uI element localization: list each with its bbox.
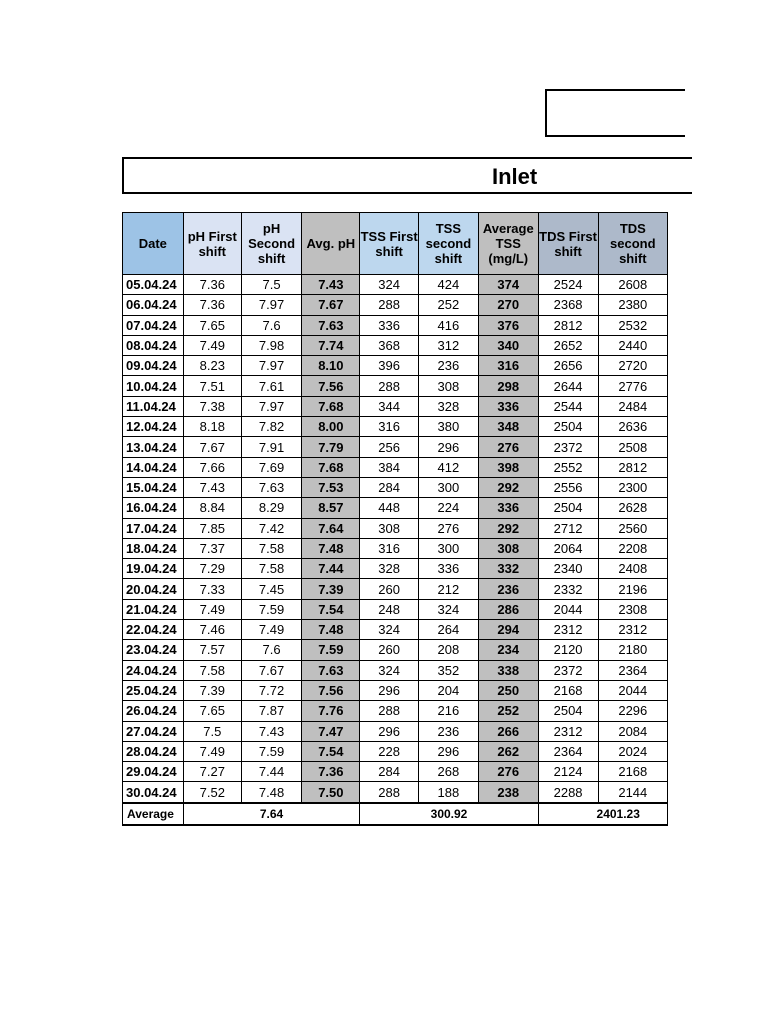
cell-tds-second: 2560: [598, 518, 667, 538]
cell-tds-first: 2064: [538, 538, 598, 558]
table-row: [123, 518, 668, 538]
cell-tds-first: 2644: [538, 376, 598, 396]
cell-date: 28.04.24: [123, 741, 184, 761]
cell-avg-tss: 332: [478, 559, 538, 579]
cell-tds-second: 2144: [598, 782, 667, 803]
cell-avg-ph: 7.44: [302, 559, 360, 579]
cell-tds-first: 2312: [538, 721, 598, 741]
cell-tds-second: 2196: [598, 579, 667, 599]
cell-tds-first: 2544: [538, 396, 598, 416]
cell-avg-ph: 7.47: [302, 721, 360, 741]
cell-ph-first: 7.39: [183, 680, 241, 700]
table-row: [123, 356, 668, 376]
cell-avg-ph: 7.50: [302, 782, 360, 803]
cell-ph-first: 8.84: [183, 498, 241, 518]
cell-avg-tss: 336: [478, 396, 538, 416]
cell-ph-first: 7.66: [183, 457, 241, 477]
cell-tss-second: 252: [418, 295, 478, 315]
col-header-tss-first: TSS First shift: [360, 213, 418, 275]
cell-avg-ph: 7.68: [302, 396, 360, 416]
cell-tds-first: 2524: [538, 275, 598, 295]
cell-tds-first: 2044: [538, 599, 598, 619]
table-row: [123, 295, 668, 315]
cell-tss-first: 344: [360, 396, 418, 416]
cell-avg-tss: 292: [478, 518, 538, 538]
cell-avg-ph: 7.79: [302, 437, 360, 457]
cell-ph-first: 7.37: [183, 538, 241, 558]
cell-avg-ph: 7.67: [302, 295, 360, 315]
cell-avg-tss: 292: [478, 477, 538, 497]
table-row: [123, 417, 668, 437]
cell-tds-first: 2288: [538, 782, 598, 803]
cell-date: 14.04.24: [123, 457, 184, 477]
cell-date: 17.04.24: [123, 518, 184, 538]
cell-ph-second: 7.5: [241, 275, 301, 295]
cell-avg-tss: 374: [478, 275, 538, 295]
cell-ph-second: 7.48: [241, 782, 301, 803]
cell-avg-ph: 7.74: [302, 335, 360, 355]
table-row: [123, 721, 668, 741]
cell-date: 09.04.24: [123, 356, 184, 376]
cell-tds-second: 2044: [598, 680, 667, 700]
cell-tss-first: 308: [360, 518, 418, 538]
cell-ph-second: 7.97: [241, 295, 301, 315]
average-label: Average: [123, 803, 184, 825]
sheet-title: Inlet: [492, 164, 538, 189]
cell-ph-second: 7.67: [241, 660, 301, 680]
cell-ph-first: 7.27: [183, 762, 241, 782]
table-row: [123, 477, 668, 497]
cell-avg-ph: 8.10: [302, 356, 360, 376]
cell-avg-tss: 252: [478, 701, 538, 721]
cell-ph-second: 7.58: [241, 559, 301, 579]
cell-tds-first: 2656: [538, 356, 598, 376]
cell-date: 24.04.24: [123, 660, 184, 680]
cell-avg-ph: 7.54: [302, 599, 360, 619]
cell-avg-ph: 7.43: [302, 275, 360, 295]
col-header-tds-second: TDS second shift: [598, 213, 667, 275]
table-row: [123, 538, 668, 558]
cell-tss-second: 276: [418, 518, 478, 538]
cell-avg-ph: 7.59: [302, 640, 360, 660]
cell-tss-second: 416: [418, 315, 478, 335]
cell-ph-second: 7.87: [241, 701, 301, 721]
header-box: [545, 89, 685, 137]
cell-tss-second: 300: [418, 477, 478, 497]
cell-tss-first: 260: [360, 579, 418, 599]
cell-avg-ph: 7.56: [302, 376, 360, 396]
cell-tss-second: 300: [418, 538, 478, 558]
cell-tds-second: 2628: [598, 498, 667, 518]
cell-tss-first: 228: [360, 741, 418, 761]
table-row: [123, 437, 668, 457]
cell-date: 19.04.24: [123, 559, 184, 579]
cell-ph-second: 7.91: [241, 437, 301, 457]
cell-tss-second: 264: [418, 620, 478, 640]
cell-ph-first: 7.36: [183, 275, 241, 295]
cell-avg-tss: 398: [478, 457, 538, 477]
cell-tss-first: 296: [360, 721, 418, 741]
table-viewport: [122, 212, 668, 832]
cell-avg-tss: 266: [478, 721, 538, 741]
cell-ph-second: 7.82: [241, 417, 301, 437]
cell-avg-ph: 8.00: [302, 417, 360, 437]
table-row: [123, 579, 668, 599]
cell-tss-first: 336: [360, 315, 418, 335]
cell-tds-second: 2180: [598, 640, 667, 660]
table-row: [123, 762, 668, 782]
cell-tss-second: 268: [418, 762, 478, 782]
cell-avg-tss: 338: [478, 660, 538, 680]
cell-avg-ph: 7.53: [302, 477, 360, 497]
cell-avg-ph: 7.36: [302, 762, 360, 782]
cell-tss-second: 212: [418, 579, 478, 599]
cell-tss-second: 296: [418, 437, 478, 457]
cell-avg-ph: 7.54: [302, 741, 360, 761]
cell-tds-second: 2720: [598, 356, 667, 376]
col-header-avg-ph: Avg. pH: [302, 213, 360, 275]
table-row: [123, 457, 668, 477]
title-bar: [122, 157, 692, 194]
cell-ph-second: 8.29: [241, 498, 301, 518]
cell-avg-tss: 276: [478, 762, 538, 782]
cell-ph-first: 7.85: [183, 518, 241, 538]
cell-tds-second: 2380: [598, 295, 667, 315]
cell-ph-first: 7.67: [183, 437, 241, 457]
cell-tss-second: 296: [418, 741, 478, 761]
cell-tss-first: 396: [360, 356, 418, 376]
cell-tss-second: 216: [418, 701, 478, 721]
cell-ph-first: 7.46: [183, 620, 241, 640]
table-row: [123, 660, 668, 680]
cell-avg-tss: 340: [478, 335, 538, 355]
cell-tss-second: 328: [418, 396, 478, 416]
cell-tds-second: 2608: [598, 275, 667, 295]
cell-date: 08.04.24: [123, 335, 184, 355]
cell-tss-first: 448: [360, 498, 418, 518]
cell-avg-tss: 348: [478, 417, 538, 437]
cell-tds-first: 2124: [538, 762, 598, 782]
cell-ph-second: 7.59: [241, 599, 301, 619]
cell-tds-second: 2208: [598, 538, 667, 558]
cell-date: 18.04.24: [123, 538, 184, 558]
cell-tds-first: 2812: [538, 315, 598, 335]
col-header-ph-second: pH Second shift: [241, 213, 301, 275]
cell-ph-first: 7.38: [183, 396, 241, 416]
table-row: [123, 680, 668, 700]
cell-tss-second: 336: [418, 559, 478, 579]
col-header-avg-tss: Average TSS (mg/L): [478, 213, 538, 275]
cell-ph-second: 7.44: [241, 762, 301, 782]
cell-avg-ph: 7.63: [302, 660, 360, 680]
cell-tss-first: 284: [360, 477, 418, 497]
cell-ph-first: 7.65: [183, 701, 241, 721]
cell-ph-first: 7.65: [183, 315, 241, 335]
cell-tds-second: 2308: [598, 599, 667, 619]
cell-tds-first: 2368: [538, 295, 598, 315]
table-row: [123, 275, 668, 295]
cell-tss-first: 288: [360, 376, 418, 396]
cell-ph-second: 7.45: [241, 579, 301, 599]
col-header-date: Date: [123, 213, 184, 275]
cell-tss-first: 288: [360, 782, 418, 803]
cell-ph-first: 7.5: [183, 721, 241, 741]
cell-tds-second: 2532: [598, 315, 667, 335]
cell-tds-first: 2340: [538, 559, 598, 579]
cell-tss-first: 324: [360, 620, 418, 640]
cell-ph-second: 7.97: [241, 396, 301, 416]
cell-tds-first: 2652: [538, 335, 598, 355]
cell-ph-first: 7.49: [183, 741, 241, 761]
cell-tss-first: 328: [360, 559, 418, 579]
header-row: [123, 213, 668, 275]
cell-tds-second: 2508: [598, 437, 667, 457]
cell-avg-tss: 298: [478, 376, 538, 396]
cell-avg-ph: 7.48: [302, 620, 360, 640]
cell-ph-first: 8.23: [183, 356, 241, 376]
table-row: [123, 335, 668, 355]
table-row: [123, 640, 668, 660]
cell-ph-first: 7.49: [183, 335, 241, 355]
cell-tds-first: 2504: [538, 417, 598, 437]
cell-tss-second: 236: [418, 356, 478, 376]
table-row: [123, 315, 668, 335]
cell-tds-first: 2332: [538, 579, 598, 599]
cell-avg-tss: 234: [478, 640, 538, 660]
cell-tss-first: 248: [360, 599, 418, 619]
cell-ph-second: 7.59: [241, 741, 301, 761]
table-row: [123, 559, 668, 579]
average-tss-value: 300.92: [360, 803, 538, 825]
cell-tds-second: 2300: [598, 477, 667, 497]
cell-avg-tss: 316: [478, 356, 538, 376]
cell-date: 21.04.24: [123, 599, 184, 619]
cell-tss-second: 208: [418, 640, 478, 660]
cell-date: 12.04.24: [123, 417, 184, 437]
cell-avg-ph: 7.63: [302, 315, 360, 335]
cell-ph-second: 7.43: [241, 721, 301, 741]
cell-tds-first: 2552: [538, 457, 598, 477]
cell-tds-second: 2296: [598, 701, 667, 721]
cell-date: 25.04.24: [123, 680, 184, 700]
cell-ph-second: 7.69: [241, 457, 301, 477]
cell-avg-tss: 270: [478, 295, 538, 315]
table-row: [123, 498, 668, 518]
average-ph-value: 7.64: [183, 803, 360, 825]
cell-tss-second: 236: [418, 721, 478, 741]
cell-tss-second: 312: [418, 335, 478, 355]
cell-tds-second: 2024: [598, 741, 667, 761]
cell-date: 20.04.24: [123, 579, 184, 599]
cell-avg-tss: 294: [478, 620, 538, 640]
cell-tds-second: 2776: [598, 376, 667, 396]
cell-date: 10.04.24: [123, 376, 184, 396]
cell-ph-second: 7.6: [241, 315, 301, 335]
cell-tss-first: 256: [360, 437, 418, 457]
cell-ph-first: 7.36: [183, 295, 241, 315]
cell-tds-first: 2312: [538, 620, 598, 640]
cell-tds-second: 2084: [598, 721, 667, 741]
cell-tss-second: 352: [418, 660, 478, 680]
cell-avg-tss: 276: [478, 437, 538, 457]
cell-date: 05.04.24: [123, 275, 184, 295]
cell-tss-first: 288: [360, 295, 418, 315]
cell-avg-ph: 7.68: [302, 457, 360, 477]
cell-date: 29.04.24: [123, 762, 184, 782]
cell-ph-second: 7.97: [241, 356, 301, 376]
cell-date: 23.04.24: [123, 640, 184, 660]
table-row: [123, 741, 668, 761]
cell-tss-second: 188: [418, 782, 478, 803]
cell-ph-first: 7.29: [183, 559, 241, 579]
cell-tds-second: 2364: [598, 660, 667, 680]
cell-avg-tss: 308: [478, 538, 538, 558]
cell-ph-first: 7.49: [183, 599, 241, 619]
cell-avg-tss: 238: [478, 782, 538, 803]
cell-date: 13.04.24: [123, 437, 184, 457]
cell-avg-tss: 336: [478, 498, 538, 518]
cell-tds-first: 2372: [538, 437, 598, 457]
cell-ph-second: 7.61: [241, 376, 301, 396]
cell-ph-second: 7.58: [241, 538, 301, 558]
cell-tss-first: 284: [360, 762, 418, 782]
cell-ph-first: 8.18: [183, 417, 241, 437]
cell-ph-first: 7.52: [183, 782, 241, 803]
cell-date: 22.04.24: [123, 620, 184, 640]
cell-date: 11.04.24: [123, 396, 184, 416]
cell-date: 15.04.24: [123, 477, 184, 497]
cell-tds-first: 2168: [538, 680, 598, 700]
cell-tds-second: 2168: [598, 762, 667, 782]
cell-date: 16.04.24: [123, 498, 184, 518]
cell-tds-second: 2408: [598, 559, 667, 579]
table-row: [123, 782, 668, 803]
cell-tss-first: 296: [360, 680, 418, 700]
cell-ph-first: 7.58: [183, 660, 241, 680]
cell-tds-second: 2812: [598, 457, 667, 477]
table-row: [123, 599, 668, 619]
col-header-ph-first: pH First shift: [183, 213, 241, 275]
cell-avg-tss: 236: [478, 579, 538, 599]
cell-tss-second: 224: [418, 498, 478, 518]
data-table: [122, 212, 668, 826]
table-row: [123, 396, 668, 416]
cell-avg-ph: 7.76: [302, 701, 360, 721]
cell-tds-second: 2484: [598, 396, 667, 416]
cell-tds-first: 2120: [538, 640, 598, 660]
cell-ph-second: 7.63: [241, 477, 301, 497]
cell-avg-tss: 262: [478, 741, 538, 761]
cell-tss-first: 384: [360, 457, 418, 477]
cell-ph-second: 7.98: [241, 335, 301, 355]
cell-ph-first: 7.57: [183, 640, 241, 660]
cell-date: 30.04.24: [123, 782, 184, 803]
cell-tss-second: 412: [418, 457, 478, 477]
cell-date: 07.04.24: [123, 315, 184, 335]
cell-ph-first: 7.33: [183, 579, 241, 599]
cell-tds-first: 2504: [538, 701, 598, 721]
cell-tss-first: 368: [360, 335, 418, 355]
table-row: [123, 701, 668, 721]
cell-tss-first: 324: [360, 660, 418, 680]
cell-tds-first: 2712: [538, 518, 598, 538]
cell-tss-second: 424: [418, 275, 478, 295]
table-row: [123, 620, 668, 640]
cell-date: 06.04.24: [123, 295, 184, 315]
average-row: [123, 803, 668, 825]
cell-tss-second: 324: [418, 599, 478, 619]
cell-ph-second: 7.42: [241, 518, 301, 538]
cell-tss-first: 324: [360, 275, 418, 295]
col-header-tds-first: TDS First shift: [538, 213, 598, 275]
cell-tss-second: 308: [418, 376, 478, 396]
cell-avg-ph: 7.56: [302, 680, 360, 700]
cell-avg-tss: 250: [478, 680, 538, 700]
cell-tss-first: 260: [360, 640, 418, 660]
cell-tss-second: 204: [418, 680, 478, 700]
cell-ph-second: 7.6: [241, 640, 301, 660]
cell-tds-first: 2372: [538, 660, 598, 680]
average-tds-value: 2401.23: [538, 803, 667, 825]
cell-tds-first: 2504: [538, 498, 598, 518]
cell-date: 27.04.24: [123, 721, 184, 741]
cell-ph-second: 7.72: [241, 680, 301, 700]
cell-tss-second: 380: [418, 417, 478, 437]
table-row: [123, 376, 668, 396]
cell-tds-first: 2364: [538, 741, 598, 761]
cell-avg-ph: 7.64: [302, 518, 360, 538]
col-header-tss-second: TSS second shift: [418, 213, 478, 275]
cell-ph-first: 7.51: [183, 376, 241, 396]
cell-avg-ph: 7.48: [302, 538, 360, 558]
cell-ph-first: 7.43: [183, 477, 241, 497]
cell-avg-tss: 376: [478, 315, 538, 335]
cell-tds-first: 2556: [538, 477, 598, 497]
cell-tss-first: 316: [360, 417, 418, 437]
cell-avg-tss: 286: [478, 599, 538, 619]
cell-tds-second: 2440: [598, 335, 667, 355]
cell-tds-second: 2312: [598, 620, 667, 640]
cell-ph-second: 7.49: [241, 620, 301, 640]
cell-date: 26.04.24: [123, 701, 184, 721]
cell-tds-second: 2636: [598, 417, 667, 437]
cell-tss-first: 316: [360, 538, 418, 558]
cell-tss-first: 288: [360, 701, 418, 721]
cell-avg-ph: 7.39: [302, 579, 360, 599]
cell-avg-ph: 8.57: [302, 498, 360, 518]
